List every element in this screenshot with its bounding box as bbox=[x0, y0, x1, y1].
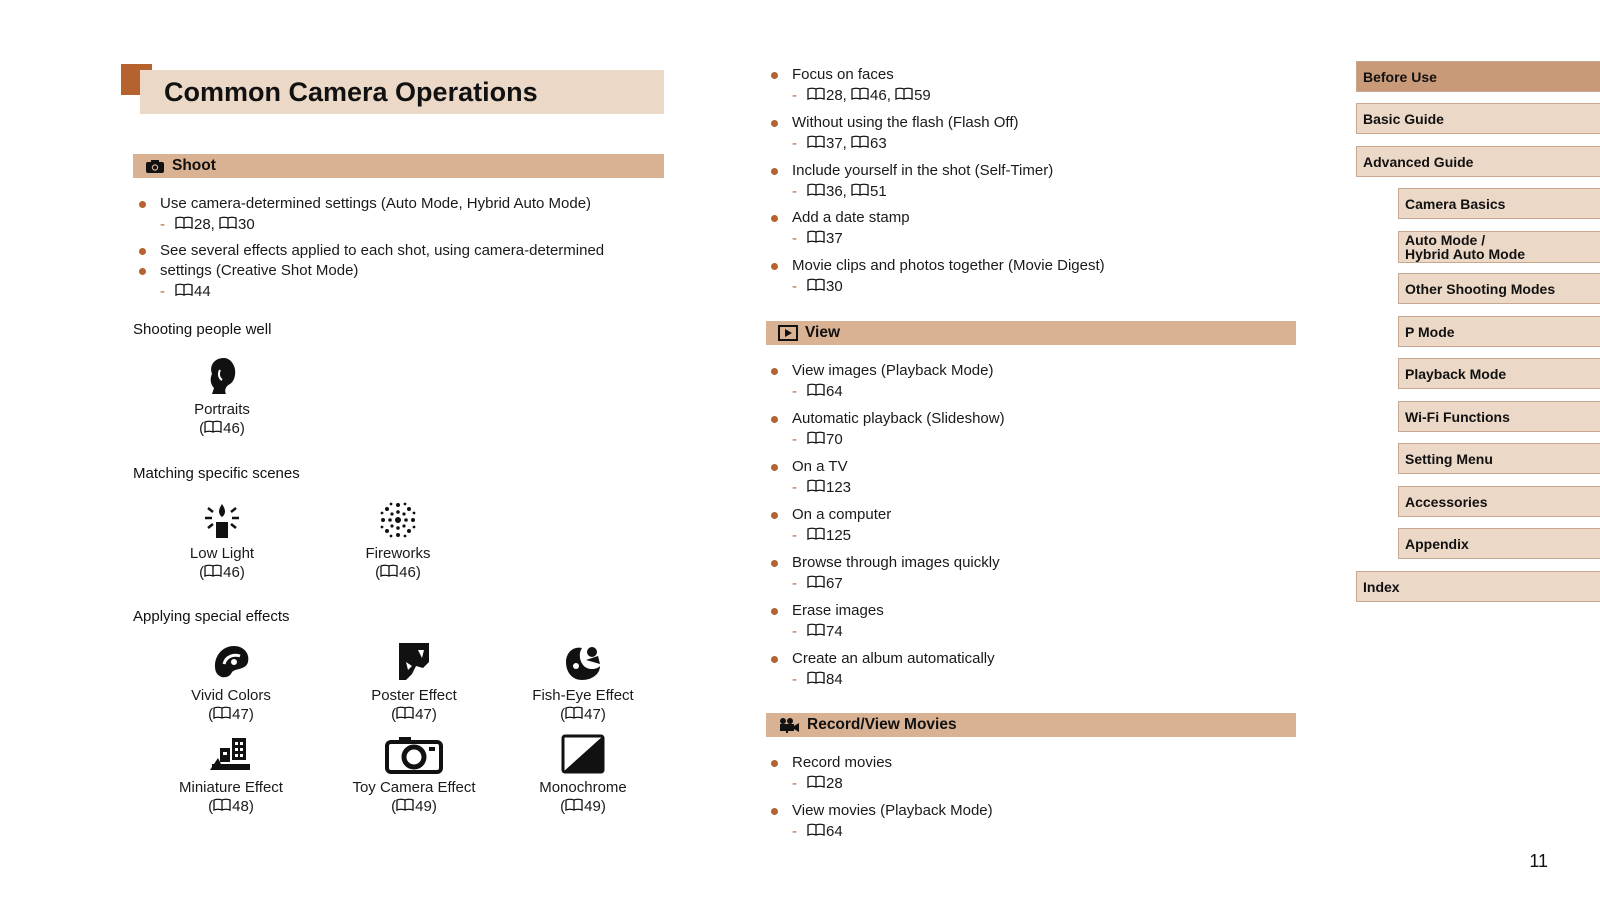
page-link[interactable]: 64 bbox=[826, 823, 843, 840]
page-link[interactable]: 37 bbox=[826, 230, 843, 247]
mode-tile-portraits[interactable]: Portraits ( 46) bbox=[147, 352, 297, 438]
poster-effect-icon bbox=[339, 638, 489, 682]
mode-tile-low-light[interactable]: Low Light ( 46) bbox=[147, 496, 297, 582]
toy-camera-icon bbox=[339, 730, 489, 774]
page-link[interactable]: 67 bbox=[826, 575, 843, 592]
book-icon bbox=[807, 775, 825, 789]
section-header-shoot bbox=[133, 154, 664, 178]
nav-playback-mode[interactable]: Playback Mode bbox=[1398, 358, 1600, 389]
nav-advanced-guide[interactable]: Advanced Guide bbox=[1356, 146, 1600, 177]
list-item: Record movies - 28 bbox=[768, 753, 1288, 795]
page-link[interactable]: 51 bbox=[870, 183, 887, 200]
vivid-colors-icon bbox=[156, 638, 306, 682]
section-label: View bbox=[805, 324, 841, 341]
list-item: Browse through images quickly - 67 bbox=[768, 553, 1288, 595]
subheading-people: Shooting people well bbox=[133, 321, 272, 338]
miniature-effect-icon bbox=[156, 730, 306, 774]
book-icon bbox=[213, 706, 231, 720]
page-link[interactable]: 30 bbox=[238, 216, 255, 233]
mode-tile-poster-effect[interactable]: Poster Effect ( 47) bbox=[339, 638, 489, 724]
subheading-scenes: Matching specific scenes bbox=[133, 465, 300, 482]
page-link[interactable]: 63 bbox=[870, 135, 887, 152]
page-link[interactable]: 125 bbox=[826, 527, 852, 544]
portrait-icon bbox=[147, 352, 297, 396]
nav-auto-mode[interactable]: Auto Mode / Hybrid Auto Mode bbox=[1398, 231, 1600, 263]
page-number: 11 bbox=[1529, 851, 1548, 871]
list-item: On a TV - 123 bbox=[768, 457, 1288, 499]
mode-tile-vivid-colors[interactable]: Vivid Colors ( 47) bbox=[156, 638, 306, 724]
page-link[interactable]: 37, bbox=[826, 135, 852, 152]
nav-setting-menu[interactable]: Setting Menu bbox=[1398, 443, 1600, 474]
list-item: Erase images - 74 bbox=[768, 601, 1288, 643]
book-icon bbox=[565, 706, 583, 720]
mode-tile-toy-camera[interactable]: Toy Camera Effect ( 49) bbox=[339, 730, 489, 816]
fish-eye-icon bbox=[508, 638, 658, 682]
book-icon bbox=[807, 135, 825, 149]
book-icon bbox=[807, 431, 825, 445]
book-icon bbox=[851, 183, 869, 197]
list-item: Create an album automatically - 84 bbox=[768, 649, 1288, 691]
book-icon bbox=[175, 216, 193, 230]
page-link[interactable]: 44 bbox=[194, 283, 211, 300]
book-icon bbox=[807, 87, 825, 101]
section-header-movies bbox=[766, 713, 1296, 737]
book-icon bbox=[895, 87, 913, 101]
book-icon bbox=[807, 383, 825, 397]
camera-icon bbox=[145, 159, 165, 174]
list-item: On a computer - 125 bbox=[768, 505, 1288, 547]
mode-tile-fireworks[interactable]: Fireworks ( 46) bbox=[323, 496, 473, 582]
page-link[interactable]: 28 bbox=[826, 775, 843, 792]
list-item: Focus on faces - 28, 46, 59 bbox=[768, 65, 1288, 107]
page-title: Common Camera Operations bbox=[164, 77, 538, 107]
list-item: View movies (Playback Mode) - 64 bbox=[768, 801, 1288, 843]
book-icon bbox=[807, 479, 825, 493]
page-link[interactable]: 59 bbox=[914, 87, 931, 104]
page-link[interactable]: 28, bbox=[194, 216, 220, 233]
nav-camera-basics[interactable]: Camera Basics bbox=[1398, 188, 1600, 219]
low-light-icon bbox=[147, 496, 297, 540]
movie-icon bbox=[778, 717, 800, 733]
section-label: Shoot bbox=[172, 157, 216, 174]
book-icon bbox=[380, 564, 398, 578]
list-item: See several effects applied to each shot, using camera-determined settings (Creative Shot Mode) - 44 bbox=[136, 241, 676, 303]
book-icon bbox=[175, 283, 193, 297]
page-link[interactable]: 84 bbox=[826, 671, 843, 688]
list-item: View images (Playback Mode) - 64 bbox=[768, 361, 1288, 403]
page-link[interactable]: 28, bbox=[826, 87, 852, 104]
nav-accessories[interactable]: Accessories bbox=[1398, 486, 1600, 517]
book-icon bbox=[204, 564, 222, 578]
nav-other-shooting-modes[interactable]: Other Shooting Modes bbox=[1398, 273, 1600, 304]
nav-index[interactable]: Index bbox=[1356, 571, 1600, 602]
page-link[interactable]: 123 bbox=[826, 479, 852, 496]
book-icon bbox=[213, 798, 231, 812]
book-icon bbox=[851, 135, 869, 149]
nav-appendix[interactable]: Appendix bbox=[1398, 528, 1600, 559]
list-item: Movie clips and photos together (Movie Digest) - 30 bbox=[768, 256, 1288, 298]
book-icon bbox=[807, 671, 825, 685]
book-icon bbox=[851, 87, 869, 101]
book-icon bbox=[204, 420, 222, 434]
list-item: Without using the flash (Flash Off) - 37, 63 bbox=[768, 113, 1288, 155]
book-icon bbox=[807, 575, 825, 589]
book-icon bbox=[565, 798, 583, 812]
page-link[interactable]: 30 bbox=[826, 278, 843, 295]
monochrome-icon bbox=[508, 730, 658, 774]
subheading-effects: Applying special effects bbox=[133, 608, 290, 625]
page-link[interactable]: 46, bbox=[870, 87, 896, 104]
book-icon bbox=[396, 798, 414, 812]
section-label: Record/View Movies bbox=[807, 716, 957, 733]
nav-basic-guide[interactable]: Basic Guide bbox=[1356, 103, 1600, 134]
page-link[interactable]: 74 bbox=[826, 623, 843, 640]
list-item: Automatic playback (Slideshow) - 70 bbox=[768, 409, 1288, 451]
playback-icon bbox=[778, 325, 798, 341]
book-icon bbox=[807, 278, 825, 292]
book-icon bbox=[219, 216, 237, 230]
book-icon bbox=[807, 230, 825, 244]
book-icon bbox=[807, 823, 825, 837]
list-item: Use camera-determined settings (Auto Mode, Hybrid Auto Mode) - 28, 30 bbox=[136, 194, 656, 236]
book-icon bbox=[807, 623, 825, 637]
mode-tile-monochrome[interactable]: Monochrome ( 49) bbox=[508, 730, 658, 816]
list-item: Include yourself in the shot (Self-Timer) - 36, 51 bbox=[768, 161, 1288, 203]
book-icon bbox=[807, 183, 825, 197]
book-icon bbox=[396, 706, 414, 720]
mode-tile-miniature[interactable]: Miniature Effect ( 48) bbox=[156, 730, 306, 816]
mode-tile-fish-eye[interactable]: Fish-Eye Effect ( 47) bbox=[508, 638, 658, 724]
page-link[interactable]: 70 bbox=[826, 431, 843, 448]
section-header-view bbox=[766, 321, 1296, 345]
nav-before-use[interactable]: Before Use bbox=[1356, 61, 1600, 92]
fireworks-icon bbox=[323, 496, 473, 540]
page-link[interactable]: 64 bbox=[826, 383, 843, 400]
book-icon bbox=[807, 527, 825, 541]
page-link[interactable]: 36, bbox=[826, 183, 852, 200]
nav-p-mode[interactable]: P Mode bbox=[1398, 316, 1600, 347]
nav-wifi-functions[interactable]: Wi-Fi Functions bbox=[1398, 401, 1600, 432]
list-item: Add a date stamp - 37 bbox=[768, 208, 1288, 250]
